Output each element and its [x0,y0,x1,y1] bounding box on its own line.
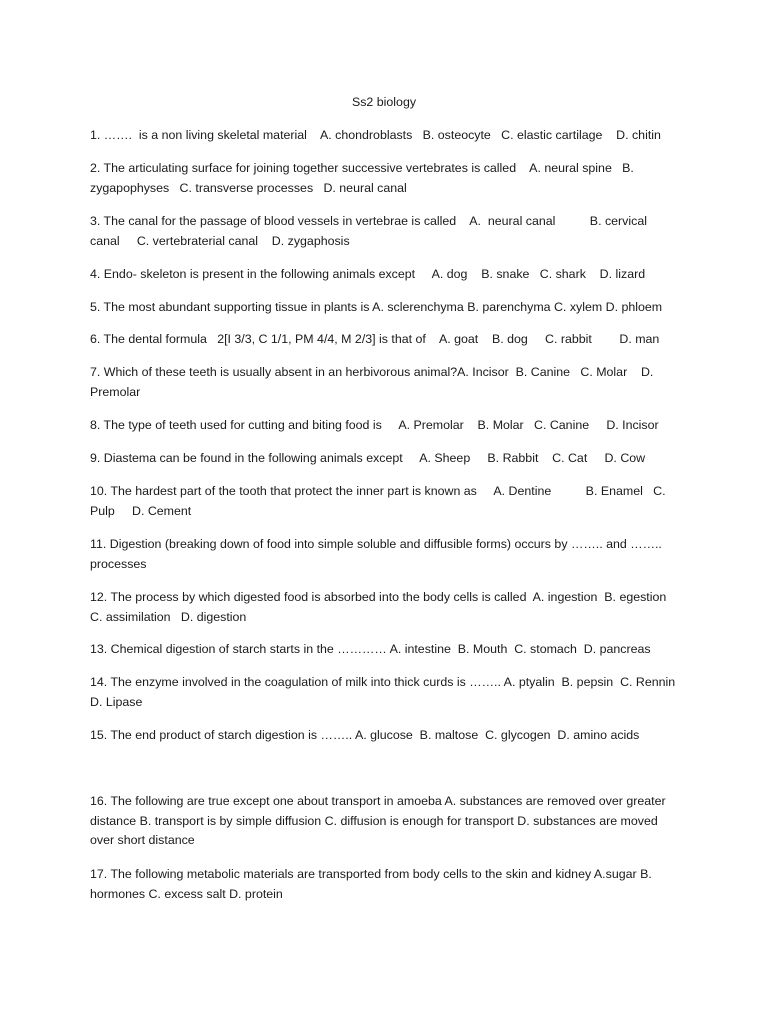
question-5: 5. The most abundant supporting tissue in plants is A. sclerenchyma B. parenchyma C. xylem D. phloem [90,300,663,314]
document-title: Ss2 biology [351,95,417,109]
question-7: 7. Which of these teeth is usually absent in an herbivorous animal?A. Incisor B. Canine C. Molar D. Premolar [90,365,657,399]
question-16: 16. The following are true except one about transport in amoeba A. substances are removed over greater distance B. transport is by simple diffusion C. diffusion is enough for transport D. substances are moved over short distance [90,794,670,847]
question-4: 4. Endo- skeleton is present in the following animals except A. dog B. snake C. shark D. lizard [90,267,646,281]
question-3: 3. The canal for the passage of blood vessels in vertebrae is called A. neural canal B. cervical canal C. vertebraterial canal D. zygaphosis [90,214,651,248]
question-2: 2. The articulating surface for joining together successive vertebrates is called A. neural spine B. zygapophyses C. transverse processes D. neural canal [90,161,638,195]
question-13: 13. Chemical digestion of starch starts in the ………… A. intestine B. Mouth C. stomach D. pancreas [90,642,651,656]
question-15: 15. The end product of starch digestion is …….. A. glucose B. maltose C. glycogen D. amino acids [90,728,640,742]
question-10: 10. The hardest part of the tooth that protect the inner part is known as A. Dentine B. Enamel C. Pulp D. Cement [90,484,670,518]
question-14: 14. The enzyme involved in the coagulation of milk into thick curds is …….. A. ptyalin B. pepsin C. Rennin D. Lipase [90,675,683,709]
question-17: 17. The following metabolic materials are transported from body cells to the skin and kidney A.sugar B. hormones C. excess salt D. protein [90,867,656,901]
question-12: 12. The process by which digested food is absorbed into the body cells is called A. ingestion B. egestion C. assimilation D. digestion [90,590,674,624]
question-11: 11. Digestion (breaking down of food into simple soluble and diffusible forms) occurs by …….. and …….. processes [90,537,666,571]
question-6: 6. The dental formula 2[I 3/3, C 1/1, PM 4/4, M 2/3] is that of A. goat B. dog C. rabbit D. man [90,332,660,346]
question-1: 1. ……. is a non living skeletal material A. chondroblasts B. osteocyte C. elastic cartilage D. chitin [90,128,661,142]
question-8: 8. The type of teeth used for cutting and biting food is A. Premolar B. Molar C. Canine D. Incisor [90,418,659,432]
question-9: 9. Diastema can be found in the following animals except A. Sheep B. Rabbit C. Cat D. Cow [90,451,646,465]
